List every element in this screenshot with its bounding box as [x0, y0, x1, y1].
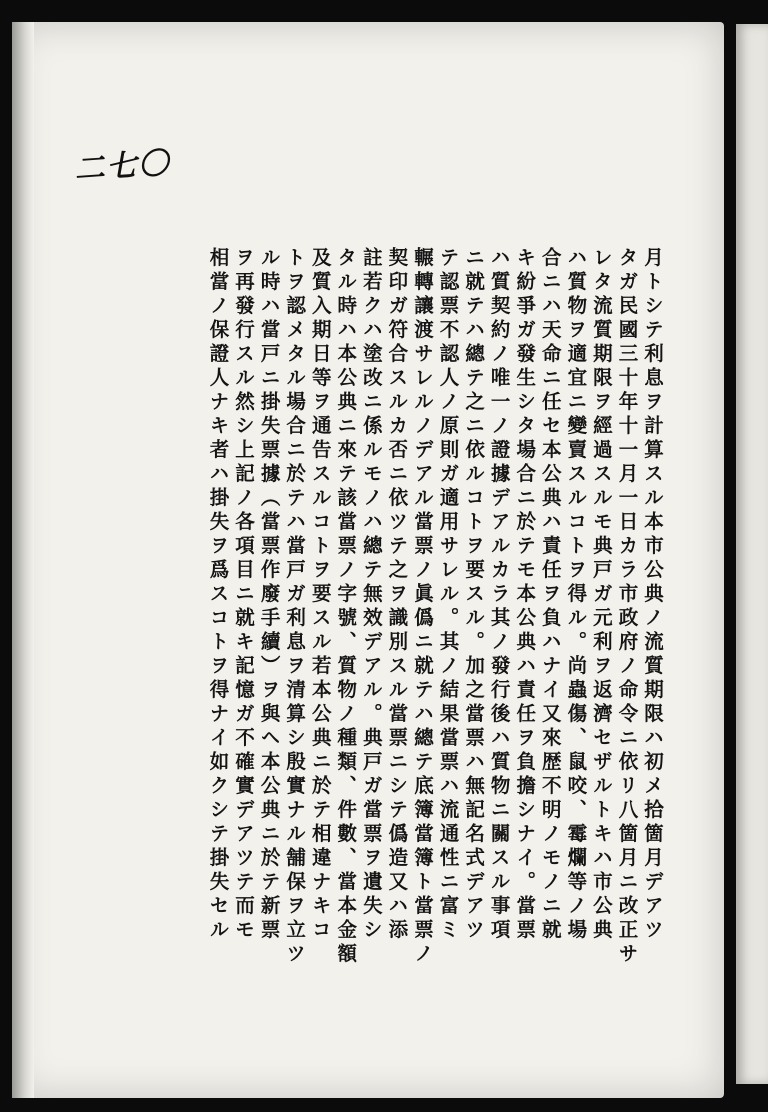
text-column: ニ就テハ總テ之ニ依ルコトヲ要スル。加之當票ハ無記名式デアツ	[462, 247, 486, 943]
text-column: ル時ハ當戸ニ掛失票據（當票作廢手續）ヲ與ヘ本公典ニ於テ新票	[258, 247, 281, 943]
page-spine-shadow	[12, 22, 34, 1098]
text-column: トヲ認メタル場合ニ於テハ當戸ガ利息ヲ清算シ殷實ナル舗保ヲ立ツ	[283, 247, 307, 967]
text-column: 契印ガ符合スルカ否ニ依ツテ之ヲ識別スル當票ニシテ僞造又ハ添	[385, 247, 409, 943]
book-page	[12, 22, 724, 1098]
page-number: 二七〇	[73, 145, 172, 188]
text-column: 相當ノ保證人ナキ者ハ掛失ヲ爲スコトヲ得ナイ如クシテ掛失セル	[206, 247, 230, 943]
text-column: レタ流質期限ヲ經過スルモ典戸ガ元利ヲ返濟セザルトキハ市公典	[590, 247, 613, 943]
text-column: タガ民國三十年十一月一日カラ市政府ノ命令ニ依リ八箇月ニ改正サ	[615, 247, 639, 967]
vertical-text-body	[207, 247, 667, 1007]
text-column: キ紛爭ガ發生シタ場合ニ於テモ本公典ハ責任ヲ負擔シナイ。當票	[513, 247, 537, 943]
text-column: ヲ再發行スル然シ上記ノ各項目ニ就キ記憶ガ不確實デアツテ而モ	[232, 247, 255, 943]
adjacent-page-edge	[736, 24, 768, 1084]
text-column: 輾轉讓渡サレルノデアル當票ノ眞僞ニ就テハ總テ底簿當簿ト當票ノ	[411, 247, 434, 967]
text-column: 註若クハ塗改ニ係ルモノハ總テ無效デアル。典戸ガ當票ヲ遺失シ	[360, 247, 383, 943]
text-column: ハ質契約ノ唯一ノ證據デアルカラ其ノ發行後ハ質物ニ關スル事項	[488, 247, 511, 943]
text-column: 及質入期日等ヲ通告スルコトヲ要スル若本公典ニ於テ相違ナキコ	[309, 247, 332, 943]
text-column: ハ質物ヲ適宜ニ變賣スルコトヲ得ル。尚蟲傷、鼠咬、霉爛等ノ場	[564, 247, 588, 943]
text-column: 月トシテ利息ヲ計算スル本市公典ノ流質期限ハ初メ拾箇月デアツ	[641, 247, 664, 943]
text-column: テ認票不認人ノ原則ガ適用サレル。其ノ結果當票ハ流通性ニ富ミ	[436, 247, 460, 943]
text-column: 合ニハ天命ニ任セ本公典ハ責任ヲ負ハナイ又來歴不明ノモノニ就	[539, 247, 562, 943]
text-column: タル時ハ本公典ニ來テ該當票ノ字號、質物ノ種類、件數、當本金額	[334, 247, 358, 967]
